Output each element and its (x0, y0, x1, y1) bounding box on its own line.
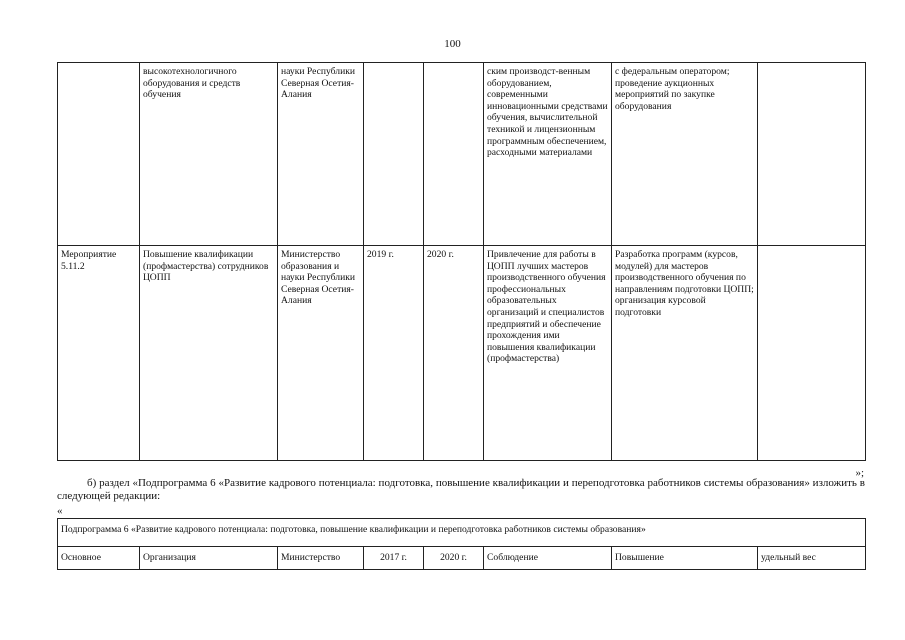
cell-result: Привлечение для работы в ЦОПП лучших мастеров производственного обучения профессиональных образовательных организаций и специалистов предприятий и обеспечение прохождения ими повышения квалификации (профмастерства) (484, 246, 612, 461)
cell-executor: науки Республики Северная Осетия-Алания (278, 63, 364, 246)
table-row (58, 63, 866, 246)
cell-directions: Разработка программ (курсов, модулей) для мастеров производственного обучения по направлениям подготовки ЦОПП; организация курсовой подготовки (612, 246, 758, 461)
closing-quote: »; (855, 467, 864, 479)
cell-name: Повышение квалификации (профмастерства) сотрудников ЦОПП (140, 246, 278, 461)
table-row (58, 547, 866, 570)
cell-directions: Повышение (612, 547, 758, 570)
cell-name: Организация (140, 547, 278, 570)
cell-end: 2020 г. (424, 246, 484, 461)
cell-start: 2019 г. (364, 246, 424, 461)
cell-indicator (758, 246, 866, 461)
cell-indicator (758, 63, 866, 246)
cell-activity: Мероприятие 5.11.2 (58, 246, 140, 461)
cell-end (424, 63, 484, 246)
cell-executor: Министерство (278, 547, 364, 570)
amendment-paragraph: б) раздел «Подпрограмма 6 «Развитие кадрового потенциала: подготовка, повышение квалификации и переподготовка работников системы образования» изложить в следующей редакции: (57, 477, 865, 502)
subprogram-table (57, 518, 866, 570)
opening-quote: « (57, 505, 63, 517)
cell-indicator: удельный вес (758, 547, 866, 570)
page-number: 100 (444, 38, 461, 50)
program-table (57, 62, 866, 461)
cell-result: ским производст-венным оборудованием, современными инновационными средствами обучения, вычислительной техникой и лицензионным программным обеспечением, расходными материалами (484, 63, 612, 246)
table-row (58, 246, 866, 461)
cell-end: 2020 г. (424, 547, 484, 570)
cell-directions: с федеральным оператором; проведение аукционных мероприятий по закупке оборудования (612, 63, 758, 246)
cell-result: Соблюдение (484, 547, 612, 570)
cell-activity (58, 63, 140, 246)
table-header-row (58, 519, 866, 547)
cell-name: высокотехнологичного оборудования и средств обучения (140, 63, 278, 246)
cell-activity: Основное (58, 547, 140, 570)
cell-start: 2017 г. (364, 547, 424, 570)
subprogram-title: Подпрограмма 6 «Развитие кадрового потенциала: подготовка, повышение квалификации и переподготовка работников системы образования» (58, 519, 866, 547)
cell-executor: Министерство образования и науки Республики Северная Осетия-Алания (278, 246, 364, 461)
cell-start (364, 63, 424, 246)
